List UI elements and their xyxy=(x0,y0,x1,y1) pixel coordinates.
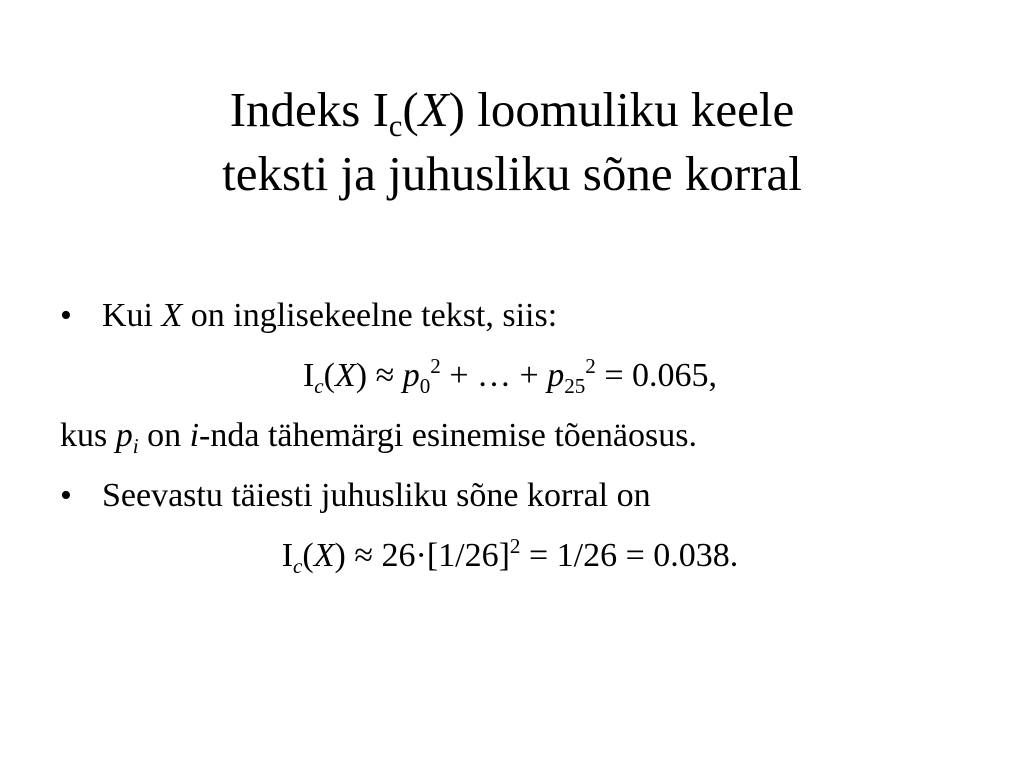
explain-i: i xyxy=(189,417,200,454)
bullet-symbol: • xyxy=(60,297,72,334)
formula-sub-c: c xyxy=(314,373,324,398)
formula-i: I xyxy=(281,537,294,574)
formula-random xyxy=(60,533,1000,596)
formula-sup-2: 2 xyxy=(509,533,521,558)
explain-p: p xyxy=(115,417,133,454)
bullet-text-rest: on inglisekeelne tekst, siis: xyxy=(182,297,558,334)
bullet-text: Seevastu täiesti juhusliku sõne korral on xyxy=(102,477,651,514)
formula-ellipsis: + … + xyxy=(440,357,548,394)
formula-sub-25: 25 xyxy=(564,373,586,398)
slide-body xyxy=(60,296,1000,596)
formula-sub-0: 0 xyxy=(419,373,431,398)
title-subscript: c xyxy=(388,108,403,143)
explain-rest: -nda tähemärgi esinemise tõenäosus. xyxy=(199,417,697,454)
formula-result: = 1/26 = 0.038. xyxy=(520,537,739,574)
formula-english xyxy=(60,353,1000,416)
formula-sub-c: c xyxy=(293,553,303,578)
formula-paren: ( xyxy=(302,537,314,574)
formula-approx: ) ≈ xyxy=(355,357,403,394)
title-paren: ( xyxy=(402,82,419,137)
bullet-text: Kui xyxy=(102,297,162,334)
bullet-symbol: • xyxy=(60,477,72,514)
explain-sub-i: i xyxy=(132,433,139,458)
formula-p25: p xyxy=(547,357,565,394)
formula-result: = 0.065, xyxy=(595,357,718,394)
title-line-2: teksti ja juhusliku sõne korral xyxy=(222,146,802,201)
formula-x: X xyxy=(334,357,356,394)
formula-approx: ) ≈ 26·[1/26] xyxy=(334,537,510,574)
explanation-line xyxy=(60,416,1000,476)
formula-paren: ( xyxy=(323,357,335,394)
formula-p0: p xyxy=(402,357,420,394)
explain-on: on xyxy=(138,417,190,454)
bullet-item-1 xyxy=(60,296,1000,356)
variable-x: X xyxy=(161,297,183,334)
title-variable: X xyxy=(418,82,449,137)
formula-sup-25: 2 xyxy=(585,353,596,378)
title-line-1 xyxy=(0,78,1024,142)
formula-x: X xyxy=(313,537,335,574)
formula-sup-0: 2 xyxy=(430,353,441,378)
slide-title xyxy=(0,78,1024,206)
explain-kus: kus xyxy=(60,417,116,454)
formula-i: I xyxy=(302,357,315,394)
title-text: Indeks I xyxy=(229,82,389,137)
title-text-rest: ) loomuliku keele xyxy=(448,82,795,137)
bullet-item-2 xyxy=(60,476,1000,536)
